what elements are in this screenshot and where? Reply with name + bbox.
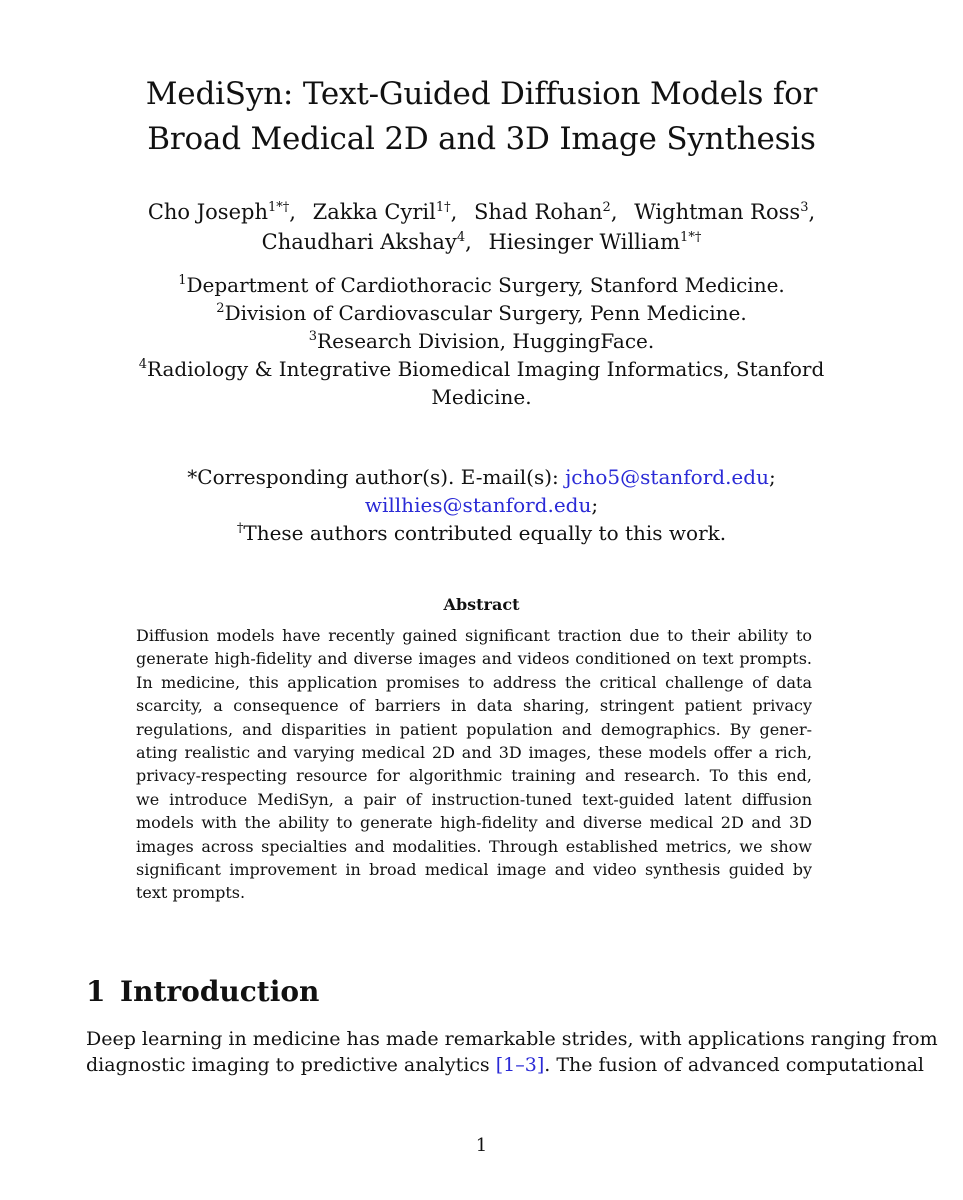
title-line-1: MediSyn: Text-Guided Diffusion Models for [145,76,818,112]
citation-link[interactable]: 1–3 [503,1053,537,1076]
affiliation-text: Division of Cardiovascular Surgery, Penn Medicine. [224,301,747,325]
intro-text: . The fusion of advanced computational [544,1053,924,1076]
email-link-1[interactable]: jcho5@stanford.edu [565,465,769,489]
email-separator: ; [591,493,599,517]
author-marks: 1*† [680,230,702,245]
author-marks: 1*† [267,200,290,215]
author-list [0,197,963,257]
abstract-line: Diffusion models have recently gained significant traction due to their ability to [136,626,812,645]
author-marks: 3 [800,200,809,215]
author-name: Wightman Ross [634,200,801,224]
correspondence-line-2 [0,491,963,519]
citation-bracket: ] [536,1053,545,1076]
title-line-2: Broad Medical 2D and 3D Image Synthesis [147,121,816,157]
affiliation-list [0,271,963,411]
equal-contribution-text: These authors contributed equally to this work. [243,521,727,545]
author-line-2: Chaudhari Akshay$^4$, Hiesinger William$^{1*\dagger}$ [261,230,702,254]
page-number: 1 [475,1135,488,1156]
abstract-body [136,624,812,905]
author-marks: 2 [602,200,611,215]
affiliation-mark: 1 [178,273,187,288]
affiliation-text: Department of Cardiothoracic Surgery, Stanford Medicine. [186,273,785,297]
section-number: 1 [86,975,106,1008]
abstract-line: significant improvement in broad medical image and video synthesis guided by [136,859,812,879]
intro-line-2 [86,1053,924,1079]
affiliation-4-continuation: Medicine. [431,385,532,409]
abstract-heading: Abstract [443,595,520,614]
author-name: Hiesinger William [488,230,681,254]
author-name: Chaudhari Akshay [261,230,457,254]
affiliation-mark: 3 [308,329,318,344]
author-marks: 4 [456,230,466,245]
author-marks: 1† [435,200,451,215]
author-name: Shad Rohan [473,200,603,224]
abstract-line: generate high-fidelity and diverse images and videos conditioned on text prompts. [136,649,812,669]
affiliation-text: Research Division, HuggingFace. [317,329,655,353]
equal-contribution-note [0,519,963,547]
correspondence-line-1 [0,463,963,491]
abstract-line: ating realistic and varying medical 2D and 3D images, these models offer a rich, [136,742,812,762]
affiliation-2 [0,299,963,327]
affiliation-3 [0,327,963,355]
affiliation-text: Radiology & Integrative Biomedical Imaging Informatics, Stanford [146,357,825,381]
affiliation-4 [0,355,963,383]
abstract-line: we introduce MediSyn, a pair of instruction-tuned text-guided latent diffusion [136,789,812,809]
abstract-line: privacy-respecting resource for algorithmic training and research. To this end, [136,766,812,786]
author-name: Cho Joseph [147,200,268,224]
correspondence-prefix: *Corresponding author(s). E-mail(s): [187,465,566,489]
abstract-line: In medicine, this application promises to address the critical challenge of data [136,672,812,692]
abstract-line: models with the ability to generate high-fidelity and diverse medical 2D and 3D [136,813,812,833]
citation-bracket: [ [495,1053,504,1076]
author-line-1: Cho Joseph$^{1*\dagger}$, Zakka Cyril$^{1\dagger}$, Shad Rohan$^2$, Wightman Ross$^3$, [147,200,816,224]
section-title: Introduction [120,975,320,1008]
affiliation-mark: 4 [138,357,147,372]
abstract-line: scarcity, a consequence of barriers in data sharing, stringent patient privacy [136,696,812,716]
author-name: Zakka Cyril [312,200,436,224]
equal-contribution-mark: † [236,521,244,536]
abstract-line: images across specialties and modalities. Through established metrics, we show [136,836,812,856]
email-link-2[interactable]: willhies@stanford.edu [364,493,592,517]
email-separator: ; [768,465,776,489]
intro-text: diagnostic imaging to predictive analytics [86,1053,496,1076]
abstract-line: text prompts. [136,883,246,903]
paper-title [0,72,963,162]
affiliation-mark: 2 [216,301,225,316]
abstract-line: regulations, and disparities in patient population and demographics. By gener- [136,719,812,739]
intro-line-1: Deep learning in medicine has made remarkable strides, with applications ranging from [86,1028,938,1050]
introduction-body [86,1027,938,1078]
affiliation-1 [0,271,963,299]
section-heading [86,972,319,1012]
correspondence-block [0,463,963,547]
